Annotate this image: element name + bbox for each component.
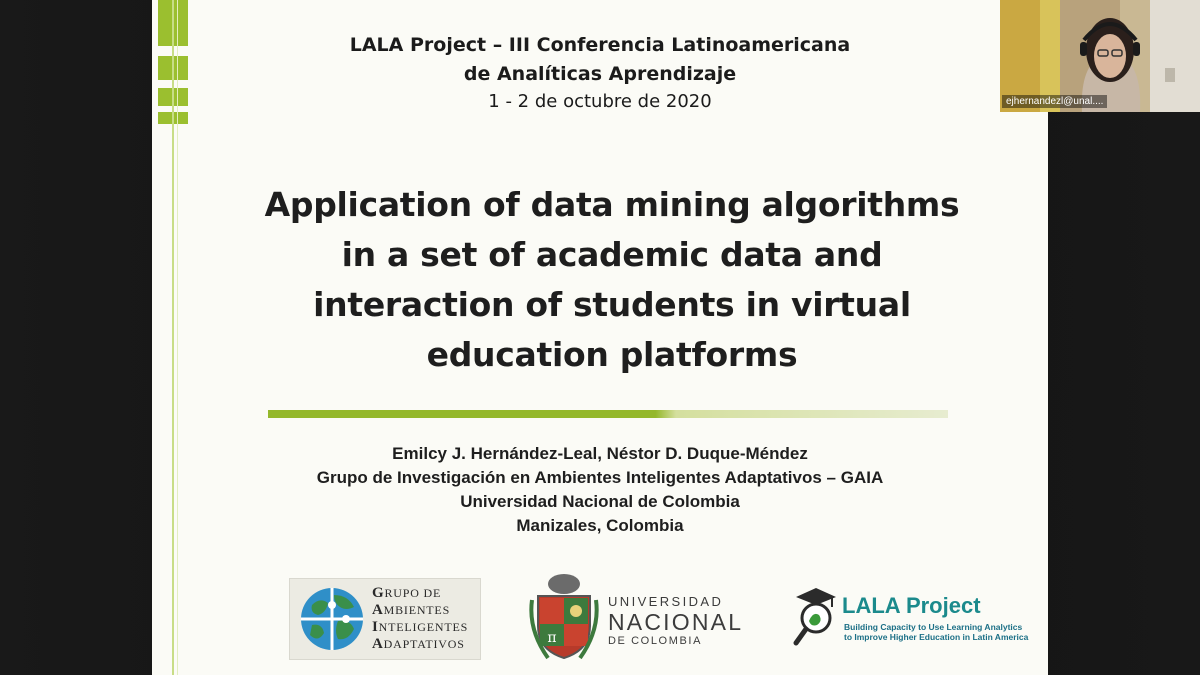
lala-tagline	[844, 622, 1028, 642]
university: Universidad Nacional de Colombia	[460, 492, 740, 511]
lala-logo	[792, 585, 1042, 647]
svg-text:π: π	[547, 630, 557, 646]
title-line: education platforms	[426, 335, 798, 374]
lala-tagline-line: to Improve Higher Education in Latin America	[844, 632, 1029, 642]
conference-title: LALA Project – III Conferencia Latinoamericana	[349, 34, 851, 56]
conference-subtitle: de Analíticas Aprendizaje	[463, 63, 737, 85]
gaia-line: GRUPO DE	[372, 585, 442, 601]
unal-line: DE COLOMBIA	[608, 635, 703, 647]
lala-project-name: LALA Project	[842, 593, 981, 618]
coat-of-arms-icon	[528, 570, 600, 662]
title-line: in a set of academic data and	[341, 235, 883, 274]
gaia-line: INTELIGENTES	[372, 619, 469, 635]
gaia-line: AMBIENTES	[372, 602, 451, 618]
magnifier-graduation-cap-icon	[792, 585, 842, 647]
gaia-logo-text	[372, 585, 468, 653]
location: Manizales, Colombia	[516, 516, 684, 535]
unal-logo	[528, 570, 748, 662]
shared-presentation-slide	[152, 0, 1048, 675]
unal-line: UNIVERSIDAD	[608, 594, 724, 609]
presentation-title	[252, 180, 972, 380]
authors: Emilcy J. Hernández-Leal, Néstor D. Duque-Méndez	[392, 444, 808, 463]
title-line: Application of data mining algorithms	[264, 185, 960, 224]
puzzle-globe-icon	[298, 585, 366, 653]
title-divider	[268, 410, 948, 418]
participant-name-label: ejhernandezl@unal....	[1002, 95, 1107, 108]
conference-dates: 1 - 2 de octubre de 2020	[488, 91, 712, 112]
unal-logo-text	[608, 594, 743, 647]
lala-tagline-line: Building Capacity to Use Learning Analytics	[844, 622, 1023, 632]
gaia-line: ADAPTATIVOS	[372, 636, 465, 652]
title-line: interaction of students in virtual	[313, 285, 911, 324]
participant-video-tile[interactable]	[1000, 0, 1200, 112]
research-group: Grupo de Investigación en Ambientes Inteligentes Adaptativos – GAIA	[316, 468, 884, 487]
gaia-logo	[289, 578, 481, 660]
author-info	[152, 442, 1048, 538]
unal-line: NACIONAL	[608, 609, 744, 635]
